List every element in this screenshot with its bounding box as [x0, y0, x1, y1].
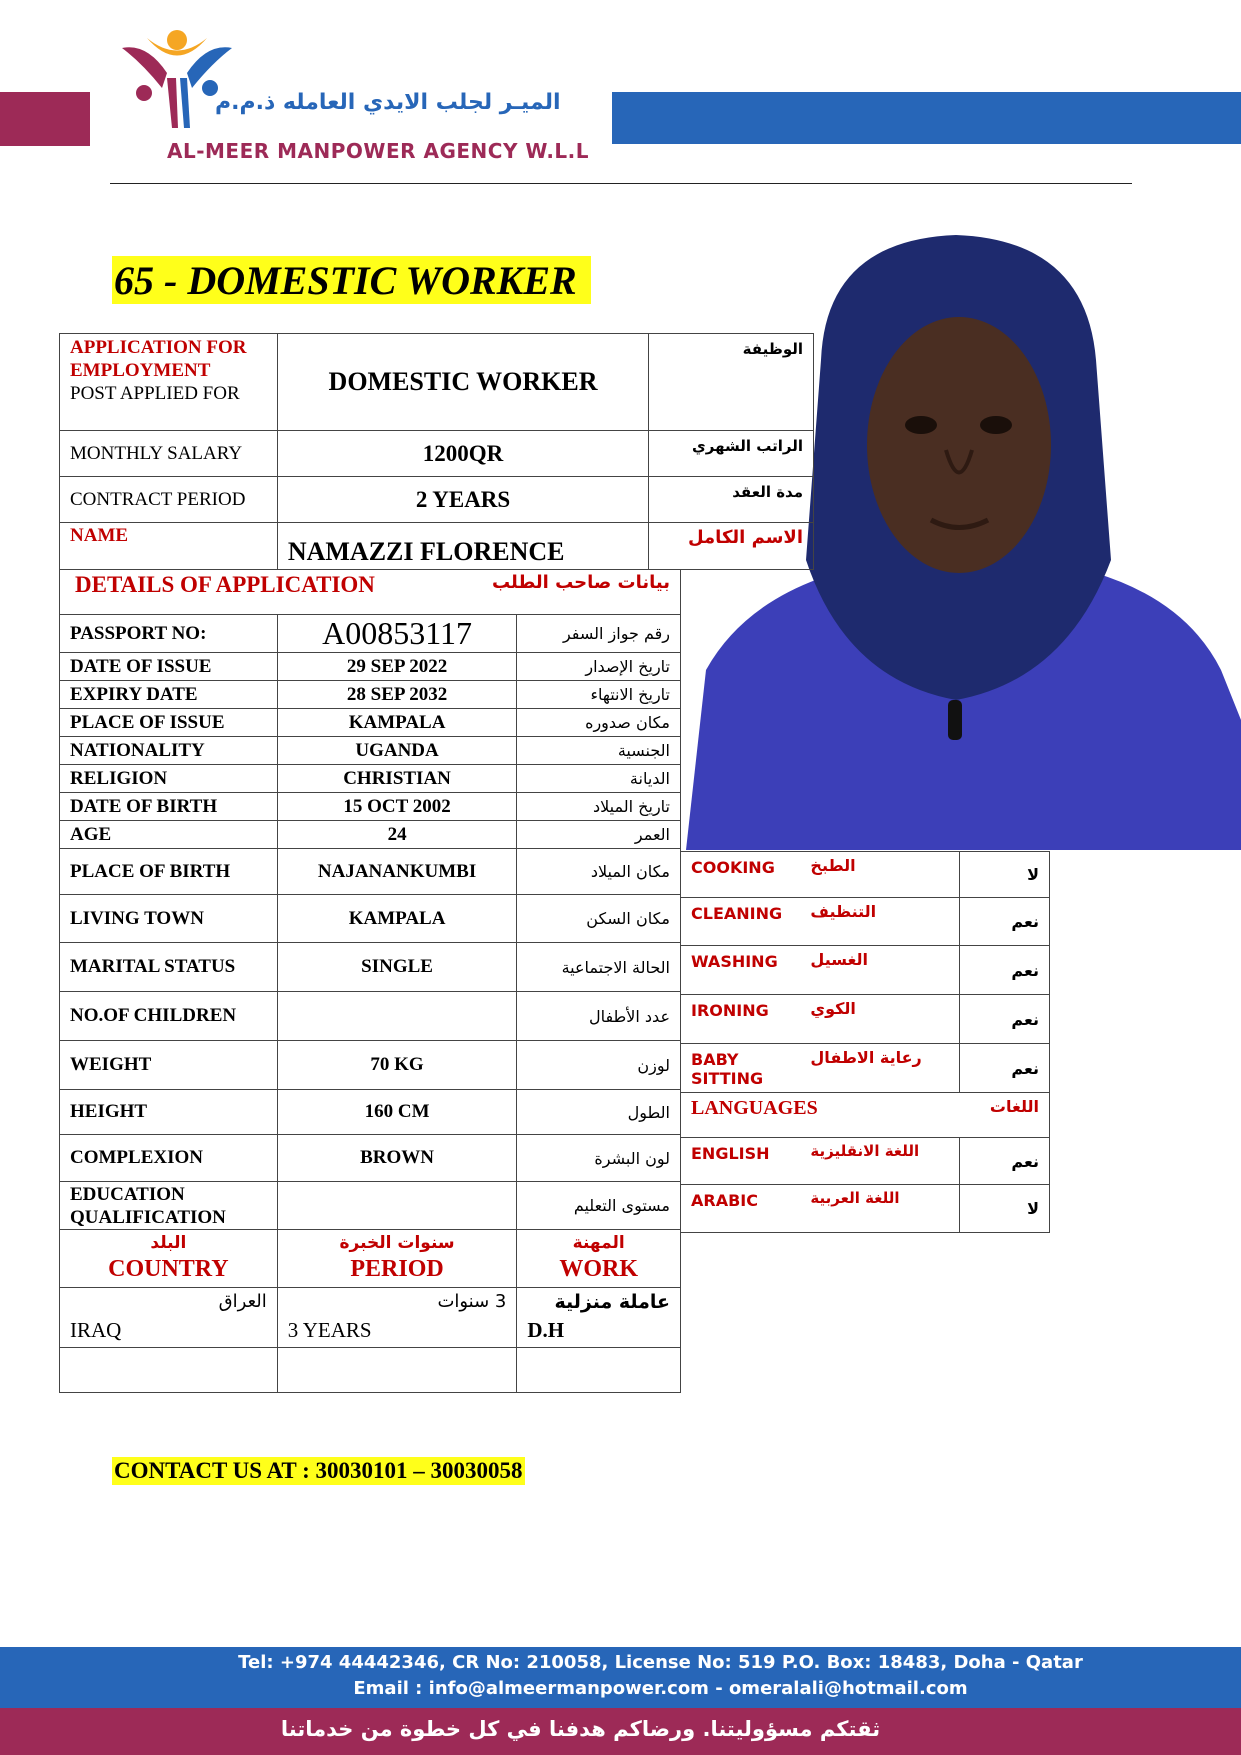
table-row	[60, 615, 681, 653]
salary-arabic: الراتب الشهري	[649, 431, 814, 477]
page-title: 65 - DOMESTIC WORKER	[112, 256, 591, 304]
salary-label: MONTHLY SALARY	[60, 431, 278, 477]
detail-value: 15 OCT 2002	[277, 793, 517, 821]
skill-answer: لا	[960, 852, 1050, 898]
application-label: APPLICATION FOR EMPLOYMENT	[70, 337, 247, 381]
brand-name-arabic: الميـر لجلب الايدي العامله ذ.م.م	[215, 90, 561, 115]
detail-label: AGE	[60, 821, 278, 849]
header-left-bar	[0, 92, 90, 146]
detail-label: PLACE OF ISSUE	[60, 709, 278, 737]
detail-arabic: الحالة الاجتماعية	[517, 943, 681, 992]
work-heading-arabic: المهنة	[572, 1233, 625, 1253]
detail-arabic: الجنسية	[517, 737, 681, 765]
languages-header-row	[681, 1093, 1050, 1138]
detail-arabic: مستوى التعليم	[517, 1182, 681, 1230]
table-row	[60, 793, 681, 821]
skill-arabic: رعاية الاطفال	[800, 1044, 959, 1093]
detail-label: EDUCATION QUALIFICATION	[60, 1182, 278, 1230]
experience-row	[60, 1288, 681, 1348]
detail-value: SINGLE	[277, 943, 517, 992]
skill-row	[681, 852, 1050, 898]
detail-value: 28 SEP 2032	[277, 681, 517, 709]
experience-country: IRAQ	[70, 1318, 122, 1342]
detail-label: COMPLEXION	[60, 1135, 278, 1182]
experience-row	[60, 1348, 681, 1393]
period-heading: PERIOD	[350, 1256, 444, 1282]
detail-arabic: مكان السكن	[517, 895, 681, 943]
table-row	[60, 1135, 681, 1182]
detail-arabic: لون البشرة	[517, 1135, 681, 1182]
details-heading: DETAILS OF APPLICATION	[75, 572, 375, 597]
language-answer: نعم	[960, 1138, 1050, 1185]
table-row	[60, 681, 681, 709]
detail-label: MARITAL STATUS	[60, 943, 278, 992]
skill-arabic: الطبخ	[800, 852, 959, 898]
table-row	[60, 895, 681, 943]
language-row	[681, 1185, 1050, 1233]
country-heading-arabic: البلد	[150, 1233, 187, 1253]
skill-arabic: التنظيف	[800, 898, 959, 946]
detail-value	[277, 1182, 517, 1230]
empty-cell	[517, 1348, 681, 1393]
detail-arabic: الديانة	[517, 765, 681, 793]
detail-arabic: العمر	[517, 821, 681, 849]
detail-label: EXPIRY DATE	[60, 681, 278, 709]
experience-period: 3 YEARS	[287, 1318, 372, 1342]
empty-cell	[60, 1348, 278, 1393]
language-row	[681, 1138, 1050, 1185]
post-applied-label: POST APPLIED FOR	[70, 383, 240, 404]
experience-header-row	[60, 1230, 681, 1288]
skill-row	[681, 1044, 1050, 1093]
skill-label: COOKING	[681, 852, 801, 898]
experience-work: D.H	[527, 1318, 565, 1342]
table-row	[60, 943, 681, 992]
table-row	[60, 1041, 681, 1090]
skill-row	[681, 995, 1050, 1044]
contract-label: CONTRACT PERIOD	[60, 477, 278, 523]
language-arabic: اللغة الانقليزية	[800, 1138, 959, 1185]
table-row	[60, 737, 681, 765]
detail-label: DATE OF ISSUE	[60, 653, 278, 681]
detail-label: HEIGHT	[60, 1090, 278, 1135]
detail-arabic: رقم جواز السفر	[517, 615, 681, 653]
period-heading-arabic: سنوات الخبرة	[339, 1233, 455, 1253]
table-row	[60, 849, 681, 895]
table-row	[60, 653, 681, 681]
detail-value: 160 CM	[277, 1090, 517, 1135]
post-applied-value: DOMESTIC WORKER	[277, 334, 648, 431]
language-arabic: اللغة العربية	[800, 1185, 959, 1233]
table-row	[60, 1182, 681, 1230]
detail-label: NATIONALITY	[60, 737, 278, 765]
footer-email-line: Email : info@almeermanpower.com - omeralali@hotmail.com	[353, 1678, 968, 1699]
table-row	[60, 709, 681, 737]
skill-answer: نعم	[960, 898, 1050, 946]
language-answer: لا	[960, 1185, 1050, 1233]
experience-work-arabic: عاملة منزلية	[554, 1291, 670, 1313]
detail-value: CHRISTIAN	[277, 765, 517, 793]
contract-arabic: مدة العقد	[649, 477, 814, 523]
detail-arabic: عدد الأطفال	[517, 992, 681, 1041]
detail-label: LIVING TOWN	[60, 895, 278, 943]
detail-label: PASSPORT NO:	[60, 615, 278, 653]
skill-label: CLEANING	[681, 898, 801, 946]
experience-period-arabic: 3 سنوات	[437, 1291, 507, 1312]
header-divider	[110, 183, 1132, 184]
detail-value: 29 SEP 2022	[277, 653, 517, 681]
table-row	[60, 1090, 681, 1135]
company-logo	[112, 28, 242, 138]
table-row	[60, 821, 681, 849]
detail-value: 70 KG	[277, 1041, 517, 1090]
details-heading-arabic: بيانات صاحب الطلب	[491, 572, 670, 593]
work-heading: WORK	[559, 1256, 639, 1282]
table-row	[60, 992, 681, 1041]
detail-value: UGANDA	[277, 737, 517, 765]
name-arabic: الاسم الكامل	[649, 523, 814, 570]
detail-arabic: تاريخ الإصدار	[517, 653, 681, 681]
detail-value: 24	[277, 821, 517, 849]
passport-number: A00853117	[277, 615, 517, 653]
language-label: ARABIC	[681, 1185, 801, 1233]
detail-arabic: لوزن	[517, 1041, 681, 1090]
detail-value: KAMPALA	[277, 709, 517, 737]
country-heading: COUNTRY	[108, 1256, 229, 1282]
detail-arabic: تاريخ الانتهاء	[517, 681, 681, 709]
skills-table	[680, 851, 1050, 1233]
name-value: NAMAZZI FLORENCE	[277, 523, 648, 570]
detail-value: NAJANANKUMBI	[277, 849, 517, 895]
skill-label: IRONING	[681, 995, 801, 1044]
skill-label: WASHING	[681, 946, 801, 995]
skill-label: BABY SITTING	[681, 1044, 801, 1093]
footer-slogan: ثقتكم مسؤوليتنا. ورضاكم هدفنا في كل خطوة من خدماتنا	[280, 1717, 881, 1741]
detail-value: KAMPALA	[277, 895, 517, 943]
detail-arabic: الطول	[517, 1090, 681, 1135]
detail-label: RELIGION	[60, 765, 278, 793]
detail-value	[277, 992, 517, 1041]
table-row	[60, 765, 681, 793]
post-applied-arabic: الوظيفة	[649, 334, 814, 431]
languages-heading: LANGUAGES	[691, 1097, 818, 1119]
skill-answer: نعم	[960, 995, 1050, 1044]
contact-numbers: CONTACT US AT : 30030101 – 30030058	[114, 1458, 523, 1483]
skill-row	[681, 946, 1050, 995]
detail-arabic: تاريخ الميلاد	[517, 793, 681, 821]
skill-arabic: الغسيل	[800, 946, 959, 995]
contract-value: 2 YEARS	[277, 477, 648, 523]
details-table	[59, 569, 681, 1393]
salary-value: 1200QR	[277, 431, 648, 477]
languages-heading-arabic: اللغات	[989, 1097, 1039, 1116]
footer-contact-line: Tel: +974 44442346, CR No: 210058, License No: 519 P.O. Box: 18483, Doha - Qatar	[238, 1652, 1083, 1673]
header-right-bar	[612, 92, 1241, 144]
detail-label: DATE OF BIRTH	[60, 793, 278, 821]
detail-arabic: مكان الميلاد	[517, 849, 681, 895]
skill-row	[681, 898, 1050, 946]
detail-arabic: مكان صدوره	[517, 709, 681, 737]
detail-label: WEIGHT	[60, 1041, 278, 1090]
detail-value: BROWN	[277, 1135, 517, 1182]
name-label: NAME	[60, 523, 278, 570]
experience-country-arabic: العراق	[218, 1291, 267, 1312]
skill-answer: نعم	[960, 946, 1050, 995]
brand-name-english: AL-MEER MANPOWER AGENCY W.L.L	[167, 139, 590, 163]
detail-label: PLACE OF BIRTH	[60, 849, 278, 895]
empty-cell	[277, 1348, 517, 1393]
skill-answer: نعم	[960, 1044, 1050, 1093]
detail-label: NO.OF CHILDREN	[60, 992, 278, 1041]
skill-arabic: الكوي	[800, 995, 959, 1044]
language-label: ENGLISH	[681, 1138, 801, 1185]
application-table	[59, 333, 814, 570]
